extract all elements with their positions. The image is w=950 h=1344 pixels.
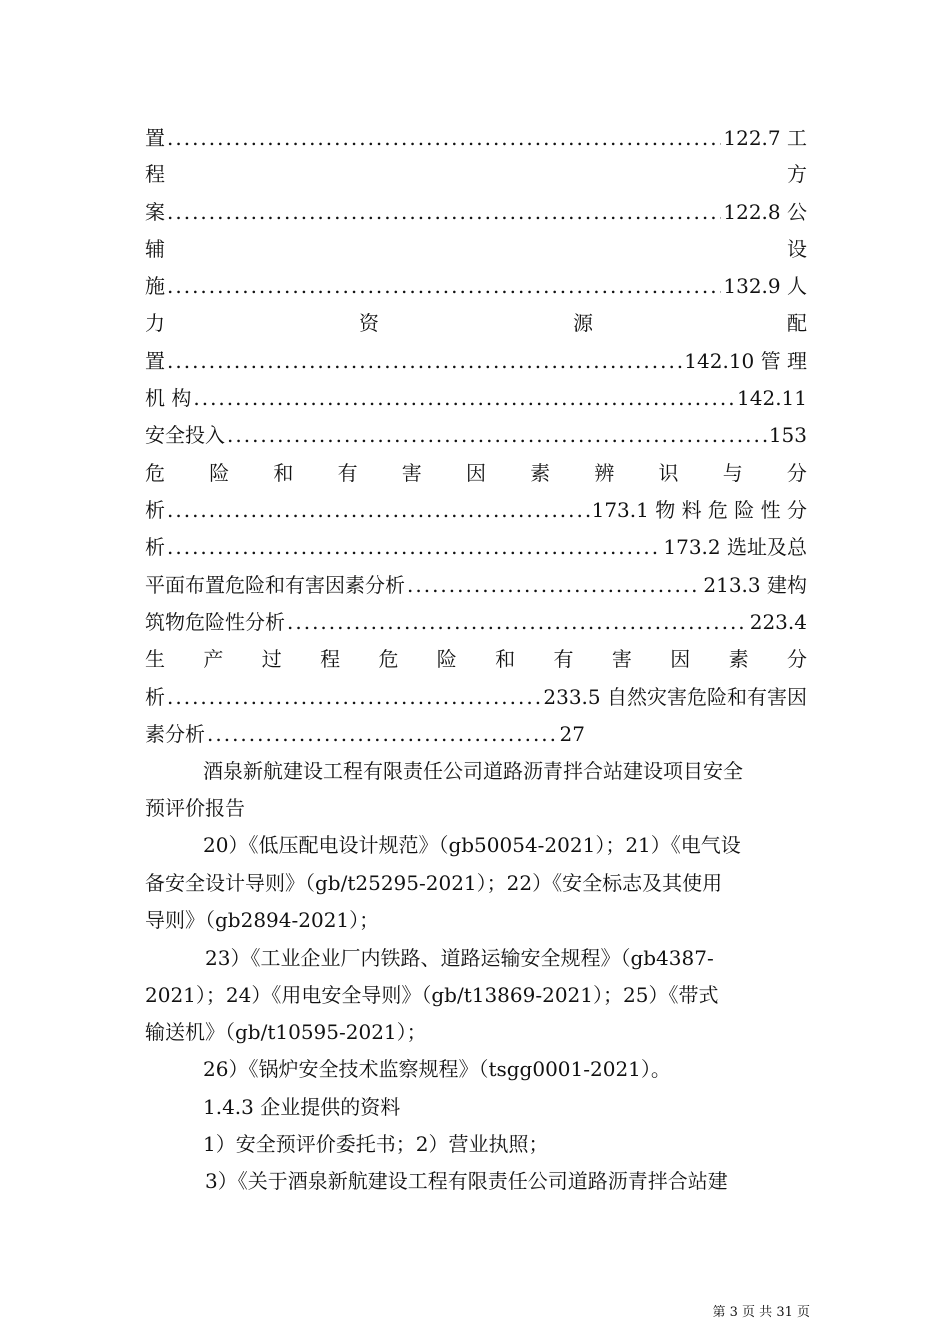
toc-page-number: 233.5 自然灾害危险和有害因 [543,685,807,709]
toc-line [145,455,807,491]
toc-text: 设 [787,237,807,261]
toc-char: 害 [611,647,632,671]
toc-char: 危 [378,647,399,671]
toc-page-number: 122.7 工 [723,126,807,150]
toc-line [145,194,807,230]
toc-text: 辅 [145,237,165,261]
toc-page-number: 213.3 建构 [703,573,807,597]
toc-char: 和 [273,461,294,485]
list-paragraph: 1）安全预评价委托书；2）营业执照； [203,1132,549,1156]
list-paragraph: 3）《关于酒泉新航建设工程有限责任公司道路沥青拌合站建 [205,1169,728,1193]
reference-paragraph: 26）《锅炉安全技术监察规程》（tsgg0001-2021）。 [203,1057,671,1081]
toc-char: 害 [401,461,422,485]
toc-char: 与 [722,461,743,485]
toc-page-number: 132.9 人 [723,274,807,298]
toc-char: 生 [145,647,165,671]
toc-line [145,492,807,528]
toc-leader-dots [227,417,767,453]
running-header: 酒泉新航建设工程有限责任公司道路沥青拌合站建设项目安全 [203,759,743,783]
toc-leader-dots [193,380,735,416]
toc-line [145,268,807,304]
reference-paragraph: 输送机》（gb/t10595-2021）； [145,1020,427,1044]
toc-leader-dots [207,716,558,752]
toc-page-number: 173.2 选址及总 [663,535,807,559]
toc-char: 有 [553,647,574,671]
toc-leader-dots [167,343,682,379]
toc-entry-text: 机 构 [145,386,192,410]
toc-page-number: 173.1 物 料 危 险 性 分 [591,498,807,522]
toc-char: 分 [786,647,807,671]
toc-text: 方 [787,162,807,186]
toc-char: 险 [209,461,230,485]
toc-text: 程 [145,162,165,186]
toc-leader-dots [167,268,721,304]
toc-entry-text: 案 [145,200,165,224]
toc-line [145,156,807,192]
toc-char: 力 [145,311,165,335]
toc-leader-dots [167,529,661,565]
reference-paragraph: 2021）；24）《用电安全导则》（gb/t13869-2021）；25）《带式 [145,983,719,1007]
toc-line [145,604,807,640]
toc-line [145,567,807,603]
page-number-footer: 第 3 页 共 31 页 [712,1305,810,1320]
toc-char: 险 [436,647,457,671]
toc-char: 配 [787,311,807,335]
toc-leader-dots [167,492,590,528]
toc-char: 分 [786,461,807,485]
toc-char: 危 [145,461,165,485]
toc-line [145,641,807,677]
toc-char: 源 [573,311,593,335]
toc-page-number: 142.10 管 理 [684,349,807,373]
toc-char: 素 [728,647,749,671]
toc-leader-dots [167,679,541,715]
toc-line [145,417,807,453]
toc-char: 有 [337,461,358,485]
toc-entry-text: 析 [145,498,165,522]
toc-leader-dots [167,194,721,230]
toc-entry-text: 筑物危险性分析 [145,610,285,634]
toc-char: 程 [320,647,341,671]
reference-paragraph: 23）《工业企业厂内铁路、道路运输安全规程》（gb4387- [205,946,714,970]
toc-char: 辨 [594,461,615,485]
toc-char: 资 [359,311,379,335]
toc-char: 因 [465,461,486,485]
reference-paragraph: 备安全设计导则》（gb/t25295-2021）；22）《安全标志及其使用 [145,871,723,895]
running-header-cont: 预评价报告 [145,796,245,820]
toc-line [145,231,807,267]
toc-char: 过 [261,647,282,671]
toc-page-number: 122.8 公 [723,200,807,224]
toc-page-number: 153 [768,423,807,447]
toc-char: 素 [530,461,551,485]
section-heading: 1.4.3 企业提供的资料 [203,1095,401,1119]
toc-leader-dots [287,604,748,640]
toc-entry-text: 析 [145,685,165,709]
toc-char: 识 [658,461,679,485]
toc-leader-dots [407,567,701,603]
toc-line [145,679,807,715]
reference-paragraph: 导则》（gb2894-2021）； [145,908,380,932]
toc-line [145,716,585,752]
toc-entry-text: 析 [145,535,165,559]
toc-entry-text: 施 [145,274,165,298]
toc-char: 因 [670,647,691,671]
toc-entry-text: 素分析 [145,722,205,746]
toc-char: 产 [203,647,224,671]
toc-entry-text: 置 [145,126,165,150]
toc-page-number: 142.11 [737,386,807,410]
toc-line [145,120,807,156]
toc-line [145,380,807,416]
toc-entry-text: 置 [145,349,165,373]
reference-paragraph: 20）《低压配电设计规范》（gb50054-2021）；21）《电气设 [203,833,741,857]
toc-line [145,343,807,379]
toc-leader-dots [167,120,721,156]
toc-line [145,529,807,565]
toc-entry-text: 安全投入 [145,423,225,447]
toc-line [145,305,807,341]
toc-entry-text: 平面布置危险和有害因素分析 [145,573,405,597]
toc-char: 和 [495,647,516,671]
toc-page-number: 223.4 [749,610,807,634]
toc-page-number: 27 [559,722,585,746]
